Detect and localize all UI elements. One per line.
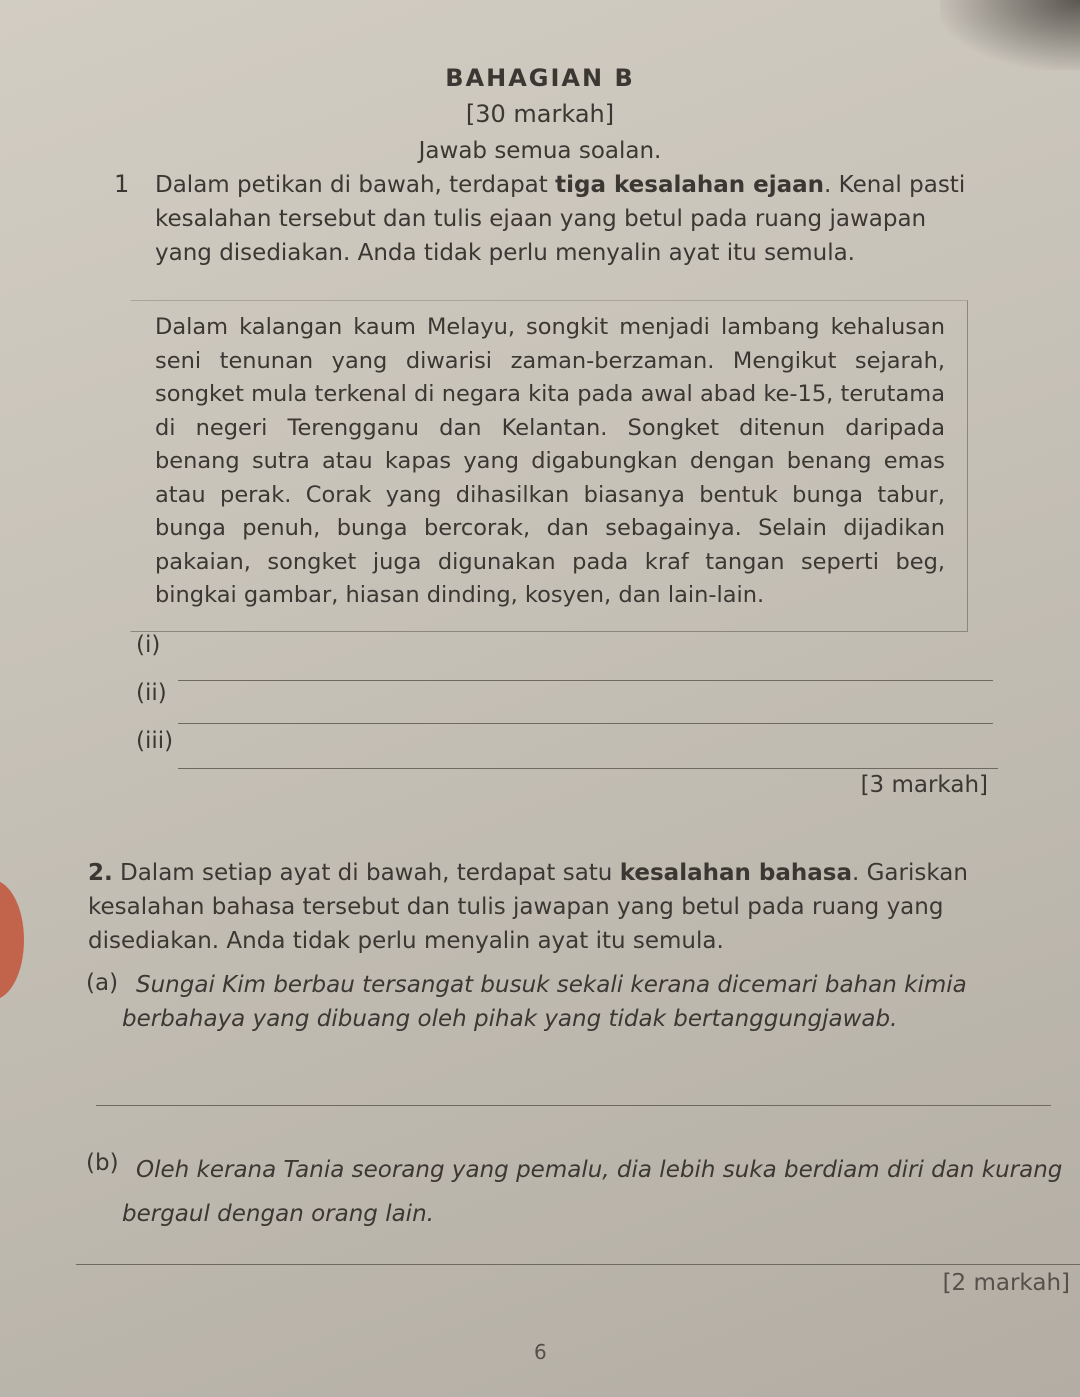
part-a-answer-line[interactable] — [96, 1105, 1051, 1106]
answer-label-ii: (ii) — [136, 680, 167, 706]
question-1-instruction — [155, 168, 970, 270]
answer-label-iii: (iii) — [136, 728, 174, 754]
question-2-instruction — [88, 856, 1043, 958]
part-a-label: (a) — [86, 970, 119, 996]
question-1-emphasis: tiga kesalahan ejaan — [555, 172, 825, 198]
answer-line-i[interactable] — [178, 680, 993, 681]
section-instruction: Jawab semua soalan. — [418, 138, 662, 164]
section-marks: [30 markah] — [465, 100, 615, 128]
part-b-answer-line[interactable] — [76, 1264, 1080, 1265]
part-b-label: (b) — [86, 1150, 119, 1176]
question-2-text-end: . Gariskan kesalahan bahasa tersebut dan tulis jawapan yang betul pada ruang yang disediakan. Anda tidak perlu menyalin ayat itu semula. — [88, 860, 968, 954]
passage-box — [130, 300, 968, 632]
answer-label-i: (i) — [136, 632, 161, 658]
part-a-sentence — [122, 968, 1042, 1036]
question-1-marks: [3 markah] — [860, 772, 988, 798]
answer-line-iii[interactable] — [178, 768, 998, 769]
answer-line-ii[interactable] — [178, 723, 993, 724]
part-a-text: Sungai Kim berbau tersangat busuk sekali kerana dicemari bahan kimia berbahaya yang dibuang oleh pihak yang tidak bertanggungjawab. — [122, 972, 967, 1032]
part-b-sentence — [122, 1148, 1077, 1236]
section-title: BAHAGIAN B — [445, 64, 635, 92]
question-2-number: 2. — [88, 860, 113, 886]
edge-object — [0, 880, 24, 1000]
part-b-text: Oleh kerana Tania seorang yang pemalu, dia lebih suka berdiam diri dan kurang bergaul dengan orang lain. — [122, 1157, 1063, 1227]
question-2-emphasis: kesalahan bahasa — [619, 860, 852, 886]
corner-shadow — [940, 0, 1080, 70]
question-2-text-start: Dalam setiap ayat di bawah, terdapat satu — [120, 860, 620, 886]
question-2-marks: [2 markah] — [942, 1270, 1070, 1296]
question-1-number: 1 — [114, 170, 130, 198]
page-number: 6 — [534, 1340, 547, 1364]
question-1-text-end: . Kenal pasti kesalahan tersebut dan tulis ejaan yang betul pada ruang jawapan yang disediakan. Anda tidak perlu menyalin ayat itu semula. — [155, 172, 966, 266]
question-1-text-start: Dalam petikan di bawah, terdapat — [155, 172, 556, 198]
passage-text: Dalam kalangan kaum Melayu, songkit menjadi lambang kehalusan seni tenunan yang diwarisi zaman-berzaman. Mengikut sejarah, songket mula terkenal di negara kita pada awal abad ke-15, terutama di negeri Terengganu dan Kelantan. Songket ditenun daripada benang sutra atau kapas yang digabungkan dengan benang emas atau perak. Corak yang dihasilkan biasanya bentuk bunga tabur, bunga penuh, bunga bercorak, dan sebagainya. Selain dijadikan pakaian, songket juga digunakan pada kraf tangan seperti beg, bingkai gambar, hiasan dinding, kosyen, dan lain-lain. — [155, 314, 945, 608]
